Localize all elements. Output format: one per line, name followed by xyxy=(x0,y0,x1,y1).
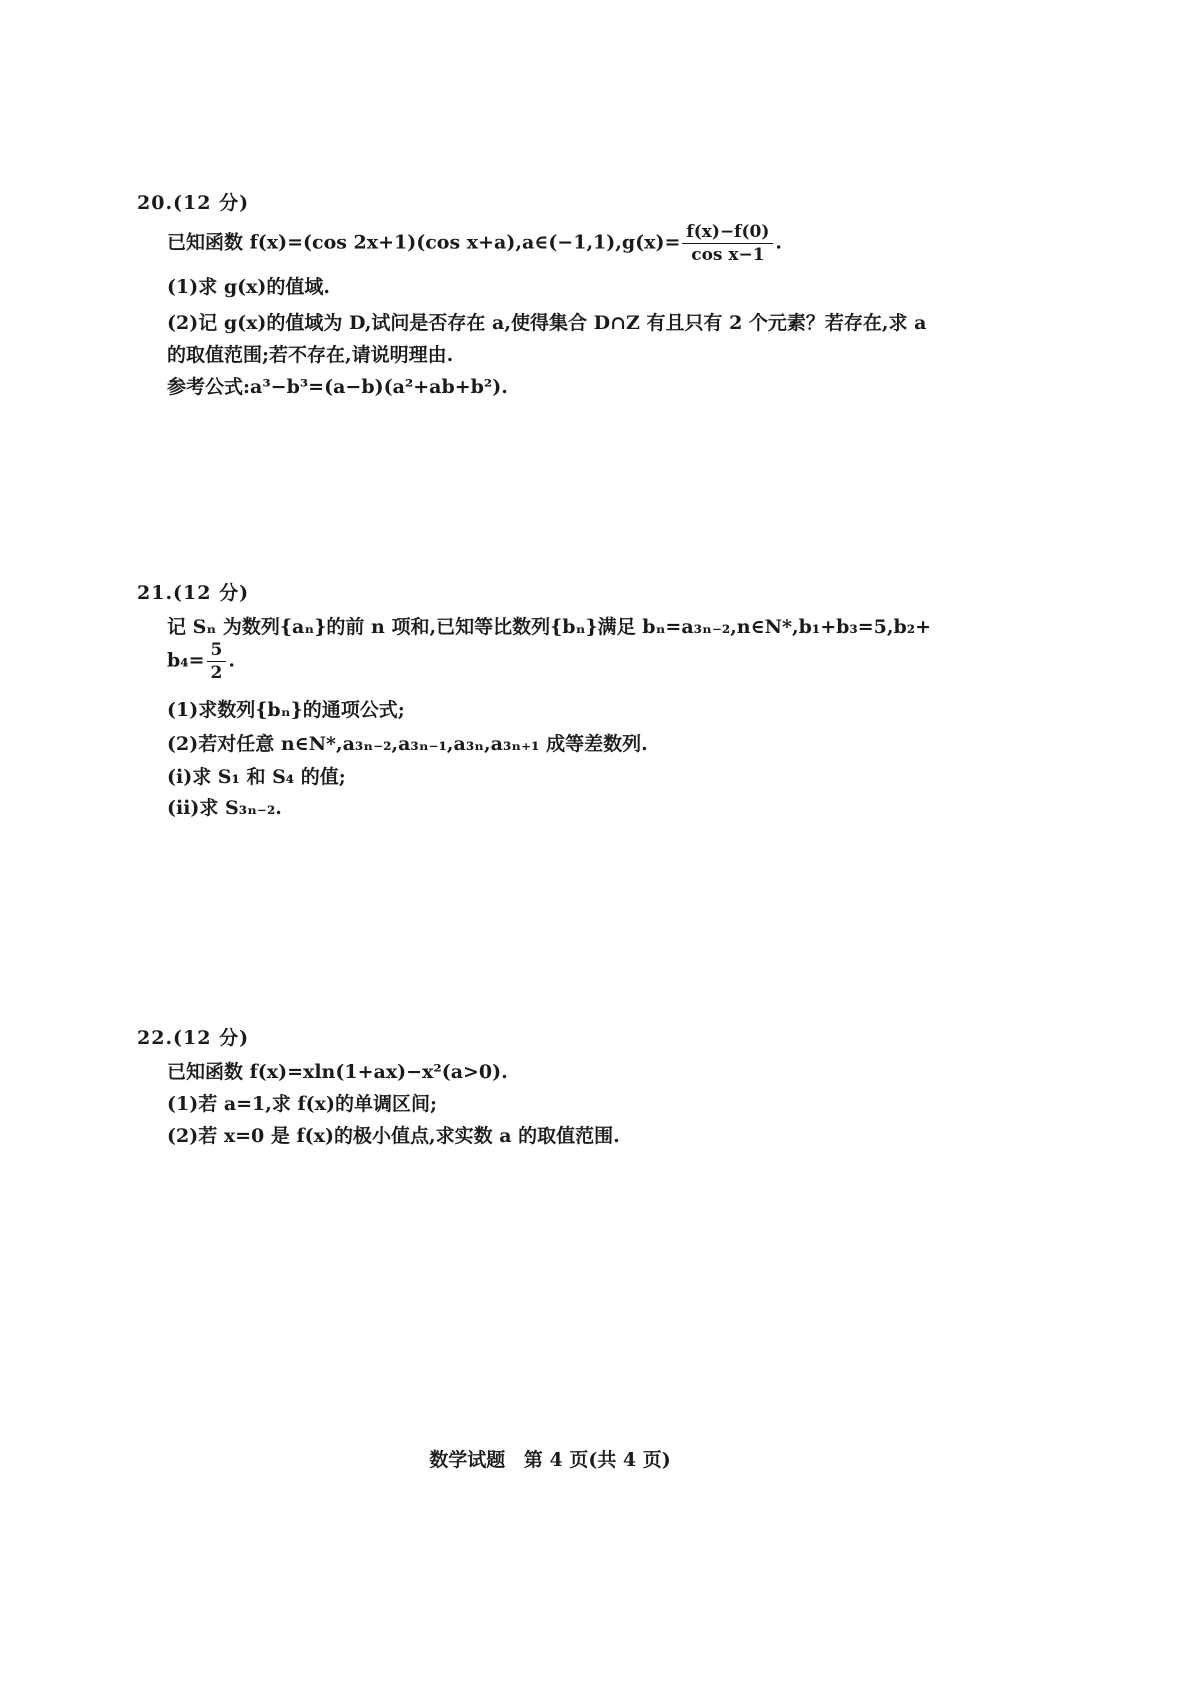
problem-21-frac-den: 2 xyxy=(210,663,223,683)
problem-20-q2-line2: 的取值范围;若不存在,请说明理由. xyxy=(167,344,454,366)
problem-22-statement: 已知函数 f(x)=xln(1+ax)−x²(a>0). xyxy=(167,1061,508,1083)
problem-20-header: 20.(12 分) xyxy=(137,192,250,214)
problem-20-reference-formula: 参考公式:a³−b³=(a−b)(a²+ab+b²). xyxy=(167,376,508,398)
problem-21-fraction xyxy=(207,640,227,683)
problem-22-q2: (2)若 x=0 是 f(x)的极小值点,求实数 a 的取值范围. xyxy=(167,1125,620,1147)
problem-20-frac-den: cos x−1 xyxy=(691,245,765,265)
problem-21-stmt2-prefix: b₄= xyxy=(167,649,205,672)
problem-20-statement xyxy=(167,222,782,265)
footer-subject: 数学试题 xyxy=(429,1449,506,1471)
problem-21-frac-num: 5 xyxy=(207,640,227,662)
problem-21-q2: (2)若对任意 n∈N*,a₃ₙ₋₂,a₃ₙ₋₁,a₃ₙ,a₃ₙ₊₁ 成等差数列. xyxy=(167,733,648,755)
problem-20-stmt-suffix: . xyxy=(775,231,783,254)
problem-21-q2-i: (ⅰ)求 S₁ 和 S₄ 的值; xyxy=(167,766,346,788)
problem-20-stmt-prefix: 已知函数 f(x)=(cos 2x+1)(cos x+a),a∈(−1,1),g(x)= xyxy=(167,231,681,254)
problem-20-frac-num: f(x)−f(0) xyxy=(682,222,773,244)
problem-21-stmt-line2 xyxy=(167,640,235,683)
problem-22-q1: (1)若 a=1,求 f(x)的单调区间; xyxy=(167,1093,437,1115)
problem-20-q2-line1: (2)记 g(x)的值域为 D,试问是否存在 a,使得集合 D∩Z 有且只有 2 个元素？若存在,求 a xyxy=(167,312,927,334)
problem-20-q1: (1)求 g(x)的值域. xyxy=(167,276,331,298)
problem-21-header: 21.(12 分) xyxy=(137,582,250,604)
footer-page-number: 第 4 页(共 4 页) xyxy=(523,1449,671,1471)
problem-21-q1: (1)求数列{bₙ}的通项公式; xyxy=(167,699,405,721)
problem-21-q2-ii: (ⅱ)求 S₃ₙ₋₂. xyxy=(167,797,282,819)
problem-21-stmt2-suffix: . xyxy=(228,649,235,672)
problem-20-fraction xyxy=(682,222,773,265)
problem-22-header: 22.(12 分) xyxy=(137,1027,250,1049)
problem-21-stmt-line1: 记 Sₙ 为数列{aₙ}的前 n 项和,已知等比数列{bₙ}满足 bₙ=a₃ₙ₋₂,n∈N*,b₁+b₃=5,b₂+ xyxy=(167,616,932,638)
page-footer xyxy=(0,1445,1100,1472)
